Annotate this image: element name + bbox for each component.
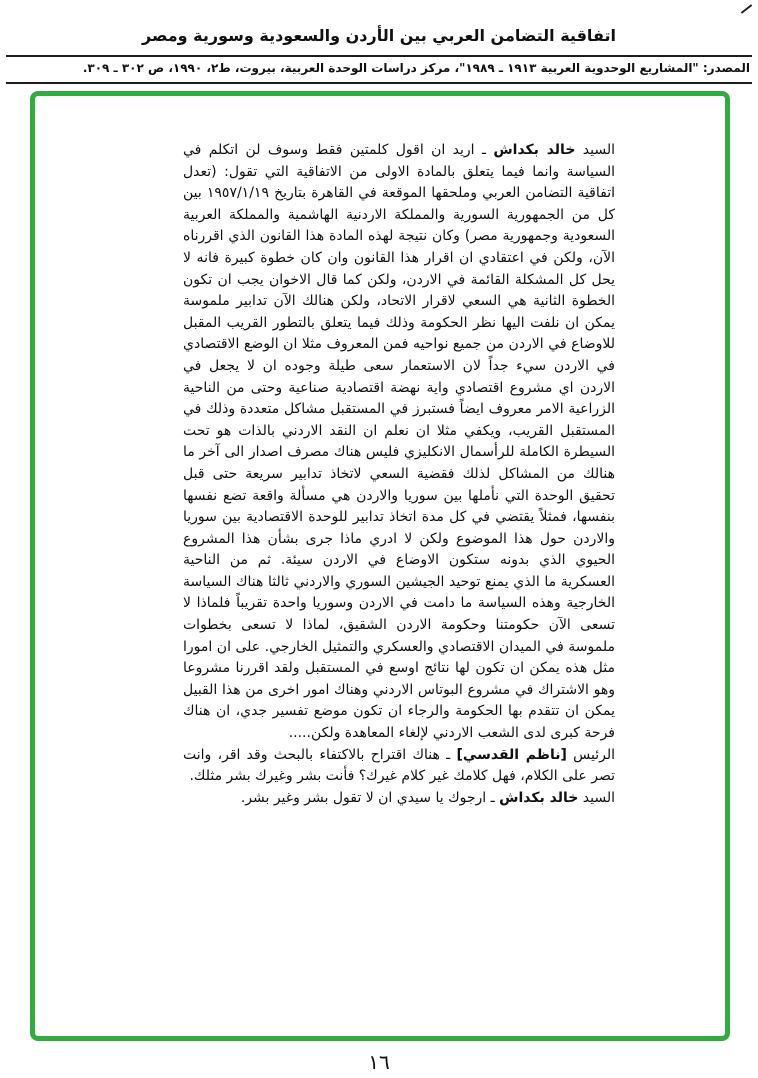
body-paragraph <box>183 745 615 788</box>
source-line: المصدر: "المشاريع الوحدوية العربية ١٩١٣ ـ ١٩٨٩"، مركز دراسات الوحدة العربية، بيروت، ط٢، ١٩٩٠، ص ٣٠٢ ـ ٣٠٩. <box>82 61 750 75</box>
speech-text: ـ هناك اقتراح بالاكتفاء بالبحث وقد اقر، وانت تصر على الكلام، فهل كلامك غير كلام غيرك؟ فأنت بشر وغيرك بشر مثلك. <box>183 746 615 785</box>
page-title: اتفاقية التضامن العربي بين الأردن والسعودية وسورية ومصر <box>142 26 616 45</box>
speaker-name: [ناظم القدسي] <box>456 746 567 763</box>
body-text <box>183 140 615 809</box>
speech-text: ـ اريد ان اقول كلمتين فقط وسوف لن اتكلم في السياسة وانما فيما يتعلق بالمادة الاولى من الاتفاقية التي تقول: (تعدل اتفاقية التضامن العربي وملحقها الموقعة في القاهرة بتاريخ ١٩٥٧/١/١٩ بين كل من الجمهورية السورية والمملكة الاردنية الهاشمية والمملكة العربية السعودية وجمهورية مصر) وكان نتيجة لهذه المادة هذا القانون الذي اقررناه الآن، ولكن في اعتقادي ان اقرار هذا القانون وان كان خطوة كبيرة فانه لا يحل كل المشكلة القائمة في الاردن، ولكن كما قال الاخوان يجب ان تكون الخطوة الثانية هي السعي لاقرار الاتحاد، ولكن هنالك الآن تدابير ملموسة يمكن ان نلفت اليها نظر الحكومة وذلك فيما يتعلق بالتطور القريب المقبل للاوضاع في الاردن من جميع نواحيه فمن المعروف مثلا ان الوضع الاقتصادي في الاردن سيء جداً لان الاستعمار سعى طيلة وجوده ان لا يجعل في الاردن اي مشروع اقتصادي واية نهضة اقتصادية صناعية وحتى من الناحية الزراعية الامر معروف ايضاً فستبرز في المستقبل مشاكل متعددة وذلك في المستقبل القريب، ويكفي مثلا ان نعلم ان النقد الاردني بالذات هو تحت السيطرة الكاملة للرأسمال الانكليزي فليس هناك مصرف اصدار الى آخر ما هنالك من المشاكل لذلك فقضية السعي لاتخاذ تدابير سريعة حتى قبل تحقيق الوحدة التي نأملها بين سوريا والاردن هي مسألة واقعة تضع نفسها بنفسها، فمثلاً يقتضي في كل مدة اتخاذ تدابير للوحدة الاقتصادية بين سوريا والاردن حول هذا الموضوع ولكن لا ادري ماذا جرى بشأن هذا المشروع الحيوي الذي بدونه ستكون الاوضاع في الاردن سيئة. ثم من الناحية العسكرية ما الذي يمنع توحيد الجيشين السوري والاردني ثالثا هناك السياسة الخارجية وهذه السياسة ما دامت في الاردن وسوريا واحدة تقريباً فلماذا لا تسعى الآن حكومتنا وحكومة الاردن الشقيق، لماذا لا تسعى بخطوات ملموسة في الميدان الاقتصادي والعسكري والتمثيل الخارجي. على ان امورا مثل هذه يمكن ان تكون لها نتائج اوسع في المستقبل ولقد اقررنا مشروعا وهو الاشتراك في مشروع البوتاس الاردني وهناك امور اخرى من هذا القبيل يمكن ان تتقدم بها الحكومة والرجاء ان تكون موضع تفسير جدي، ان هناك فرحة كبرى لدى الشعب الاردني لإلغاء المعاهدة ولكن..... <box>183 142 616 742</box>
speaker-name: خالد بكداش <box>493 142 576 158</box>
divider-bottom <box>6 82 752 84</box>
page-number: ١٦ <box>368 1050 390 1074</box>
speech-text: السيد <box>578 789 615 806</box>
speech-text: ـ ارجوك يا سيدي ان لا تقول بشر وغير بشر. <box>240 789 500 806</box>
content-frame <box>30 91 730 1041</box>
body-paragraph <box>183 788 615 810</box>
speaker-name: خالد بكداش <box>499 789 579 806</box>
speech-text: السيد <box>575 142 616 158</box>
speech-text: الرئيس <box>566 746 615 763</box>
body-paragraph <box>183 140 615 745</box>
